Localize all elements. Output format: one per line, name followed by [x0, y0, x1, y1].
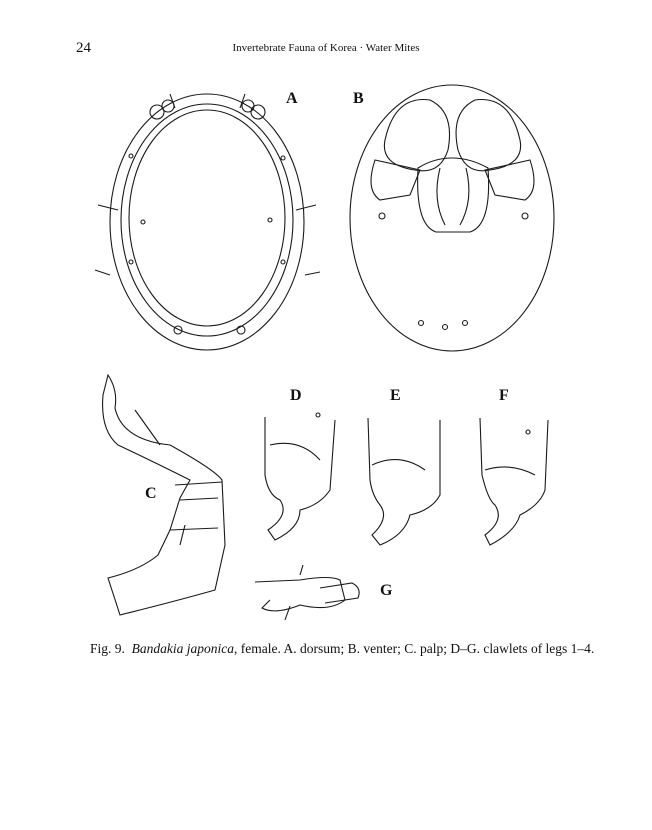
clawlet-g-drawing — [255, 565, 359, 620]
panel-label-c: C — [145, 485, 157, 502]
caption-text: , female. A. dorsum; B. venter; C. palp; D–G. clawlets of legs 1–4. — [234, 641, 595, 656]
venter-drawing — [350, 85, 554, 351]
running-head: Invertebrate Fauna of Korea · Water Mites — [232, 42, 420, 54]
panel-label-a: A — [286, 90, 298, 107]
clawlet-d-drawing — [265, 413, 335, 540]
clawlet-f-drawing — [480, 418, 548, 545]
panel-label-b: B — [353, 90, 364, 107]
palp-drawing — [103, 375, 225, 615]
caption-prefix: Fig. 9. — [90, 641, 125, 656]
panel-label-d: D — [290, 387, 302, 404]
figure-caption — [90, 641, 595, 657]
caption-species: Bandakia japonica — [131, 641, 234, 656]
panel-label-e: E — [390, 387, 401, 404]
panel-label-g: G — [380, 582, 393, 599]
page-number: 24 — [76, 40, 91, 56]
clawlet-e-drawing — [368, 418, 440, 545]
dorsum-drawing — [95, 94, 320, 350]
panel-label-f: F — [499, 387, 509, 404]
